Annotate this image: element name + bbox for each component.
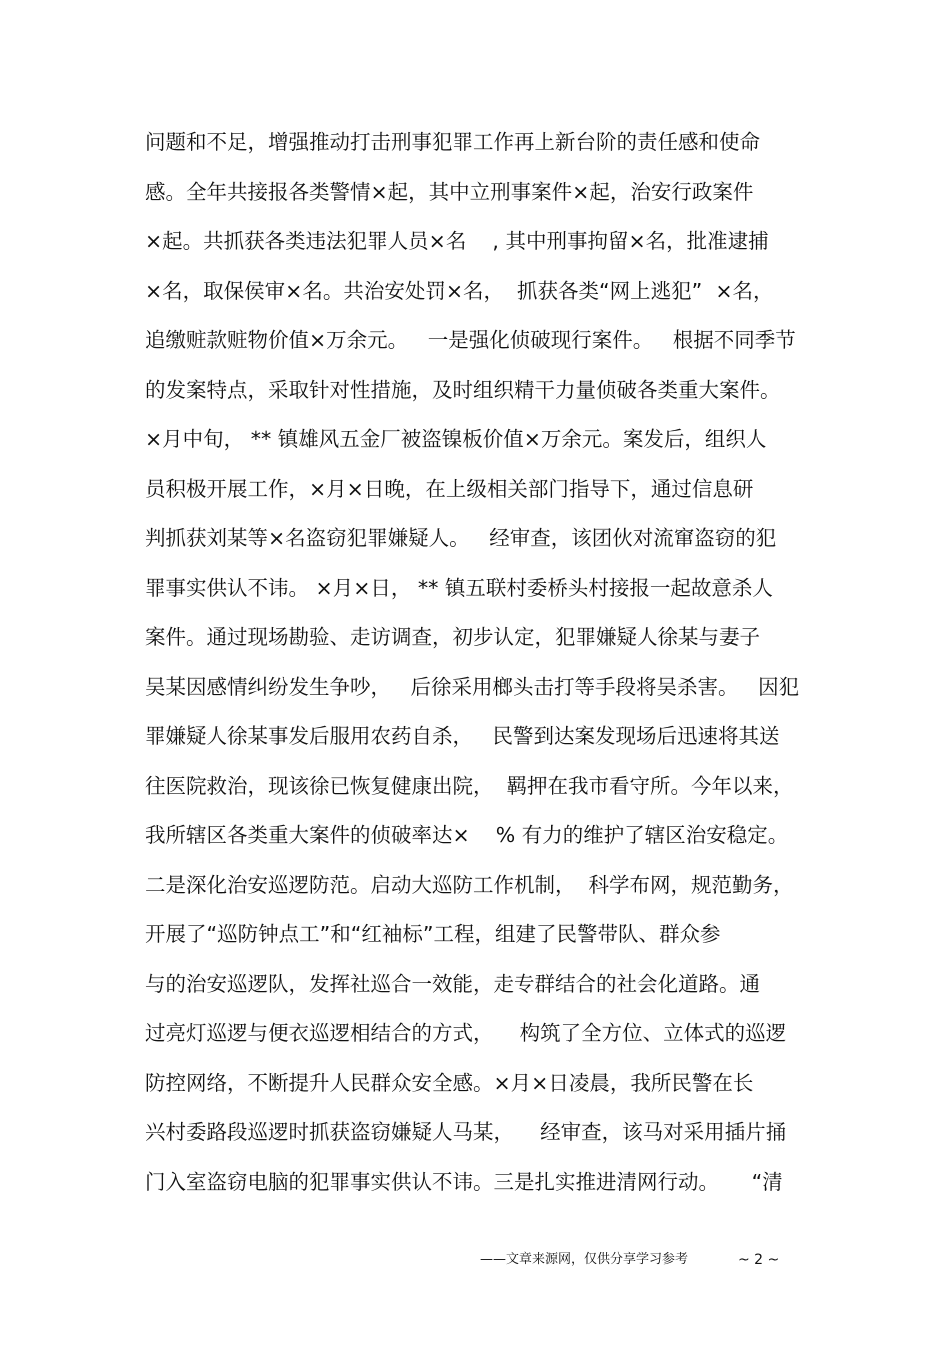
text-line: 问题和不足，增强推动打击刑事犯罪工作再上新台阶的责任感和使命 (145, 130, 760, 154)
text-line: 罪事实供认不讳。 ×月×日， ** 镇五联村委桥头村接报一起故意杀人 (145, 575, 773, 600)
page-number: ~ 2 ~ (738, 1252, 780, 1268)
text-line: 与的治安巡逻队，发挥社巡合一效能，走专群结合的社会化道路。通 (145, 971, 760, 996)
page-footer (480, 1248, 810, 1272)
text-line: 案件。通过现场勘验、走访调查，初步认定，犯罪嫌疑人徐某与妻子 (145, 625, 760, 649)
text-line: 门入室盗窃电脑的犯罪事实供认不讳。三是扎实推进清网行动。 “清 (145, 1169, 783, 1194)
text-line: 开展了“巡防钟点工”和“红袖标”工程，组建了民警带队、群众参 (145, 922, 721, 946)
text-line: 吴某因感情纠纷发生争吵， 后徐采用榔头击打等手段将吴杀害。 因犯 (145, 674, 800, 699)
text-line: 我所辖区各类重大案件的侦破率达× % 有力的维护了辖区治安稳定。 (145, 823, 789, 847)
text-line: ×起。共抓获各类违法犯罪人员×名 , 其中刑事拘留×名，批准逮捕 (145, 229, 769, 253)
text-line: 兴村委路段巡逻时抓获盗窃嫌疑人马某， 经审查，该马对采用插片捅 (145, 1120, 787, 1144)
text-line: 罪嫌疑人徐某事发后服用农药自杀， 民警到达案发现场后迅速将其送 (145, 724, 780, 748)
footer-source-note: ——文章来源网，仅供分享学习参考 (480, 1252, 689, 1267)
text-line: 员积极开展工作，×月×日晚，在上级相关部门指导下，通过信息研 (145, 476, 754, 501)
text-line: 感。全年共接报各类警情×起，其中立刑事案件×起，治安行政案件 (145, 179, 754, 204)
text-line: 往医院救治，现该徐已恢复健康出院， 羁押在我市看守所。今年以来， (145, 773, 794, 798)
text-line: ×名，取保侯审×名。共治安处罚×名， 抓获各类“网上逃犯” ×名， (145, 278, 774, 303)
text-line: 二是深化治安巡逻防范。启动大巡防工作机制， 科学布网，规范勤务， (145, 872, 794, 897)
text-line: 判抓获刘某等×名盗窃犯罪嫌疑人。 经审查，该团伙对流窜盗窃的犯 (145, 526, 777, 550)
body-text (145, 122, 810, 1211)
text-line: 追缴赃款赃物价值×万余元。 一是强化侦破现行案件。 根据不同季节 (145, 328, 796, 352)
text-line: 防控网络，不断提升人民群众安全感。×月×日凌晨，我所民警在长 (145, 1070, 754, 1095)
text-line: 过亮灯巡逻与便衣巡逻相结合的方式， 构筑了全方位、立体式的巡逻 (145, 1021, 787, 1045)
text-line: 的发案特点，采取针对性措施，及时组织精干力量侦破各类重大案件。 (145, 377, 781, 402)
text-line: ×月中旬， ** 镇雄风五金厂被盗镍板价值×万余元。案发后，组织人 (145, 427, 767, 451)
